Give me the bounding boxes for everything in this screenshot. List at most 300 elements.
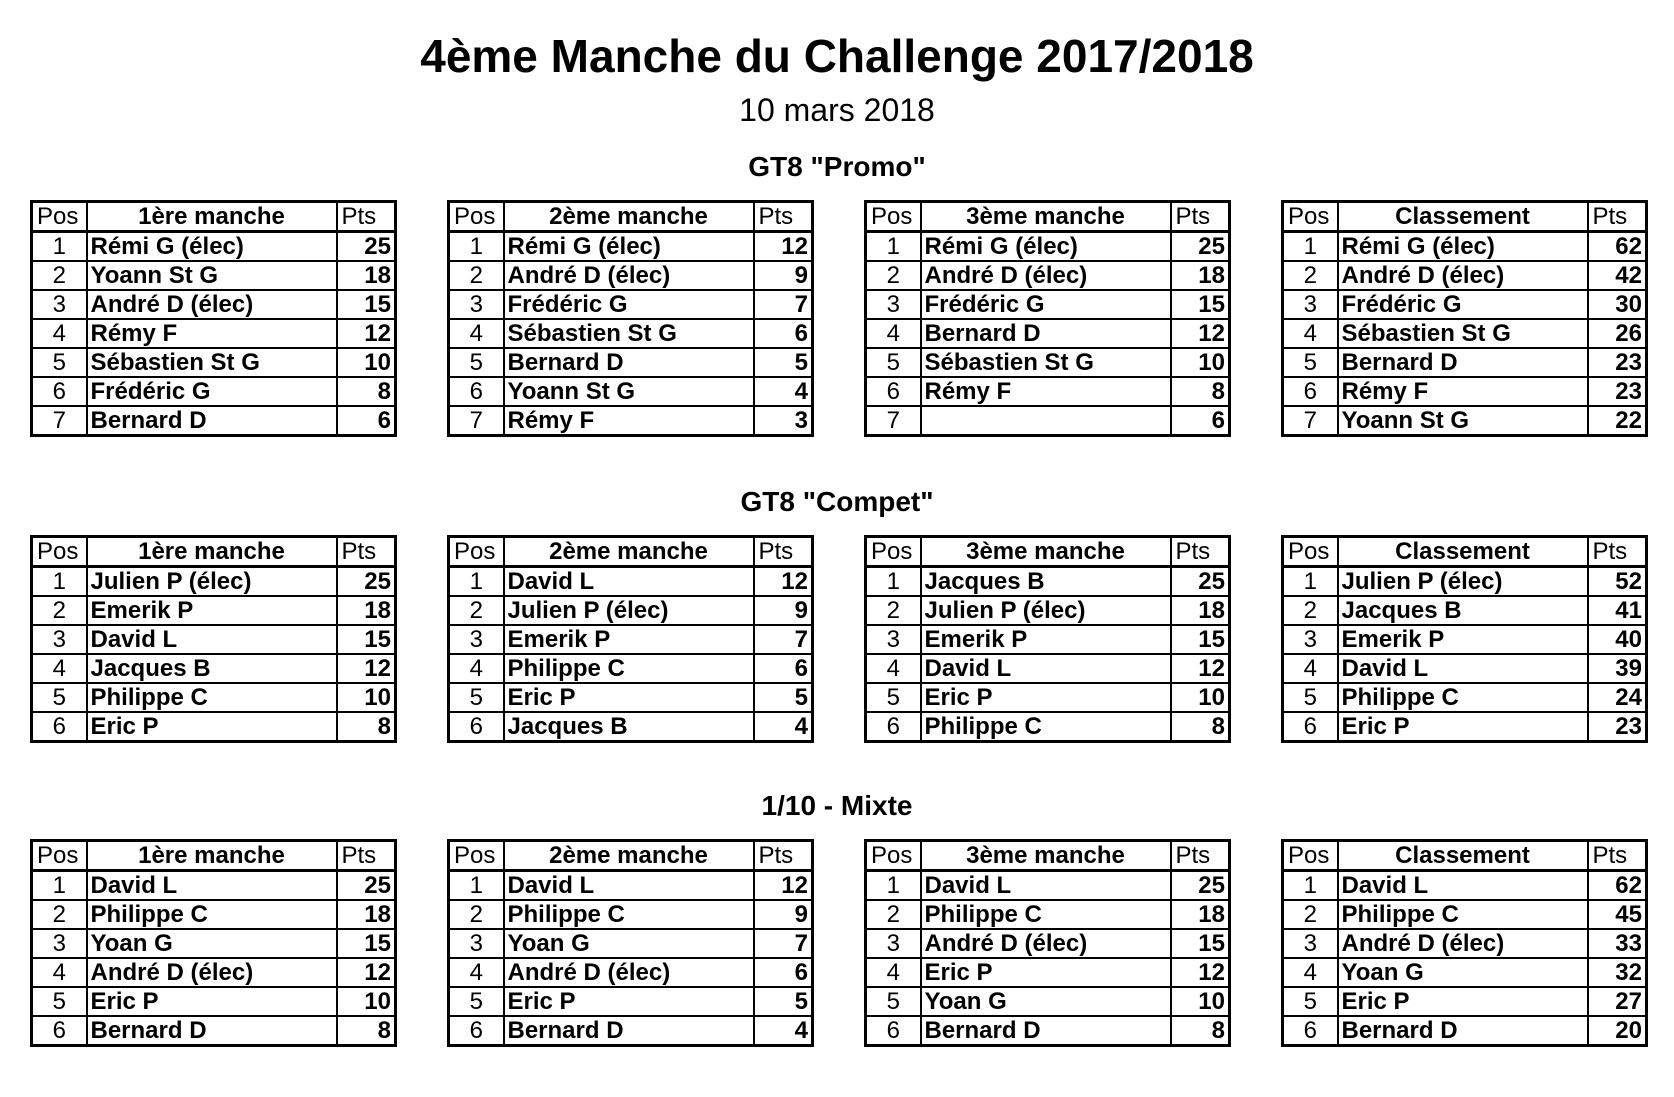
cell-name: Jacques B <box>921 567 1171 597</box>
cell-name: Emerik P <box>1338 625 1588 654</box>
cell-name: Bernard D <box>87 1016 337 1046</box>
header-pos: Pos <box>32 841 87 871</box>
header-pts: Pts <box>1588 202 1647 232</box>
header-row <box>1283 202 1647 232</box>
cell-name: Bernard D <box>921 1016 1171 1046</box>
cell-pts: 6 <box>754 654 813 683</box>
cell-pos: 2 <box>32 900 87 929</box>
table-row <box>32 900 396 929</box>
cell-pos: 1 <box>1283 232 1338 262</box>
cell-pts: 25 <box>337 232 396 262</box>
cell-name: Philippe C <box>1338 900 1588 929</box>
cell-pos: 1 <box>32 232 87 262</box>
table-row <box>1283 1016 1647 1046</box>
cell-pts: 12 <box>1171 654 1230 683</box>
cell-pos: 6 <box>866 712 921 742</box>
cell-pts: 6 <box>337 406 396 436</box>
table-row <box>32 683 396 712</box>
table-row <box>449 929 813 958</box>
table-row <box>449 261 813 290</box>
table-row <box>449 596 813 625</box>
cell-name: Bernard D <box>921 319 1171 348</box>
table-body <box>449 567 813 742</box>
table-row <box>449 900 813 929</box>
cell-pos: 4 <box>1283 654 1338 683</box>
cell-pos: 1 <box>866 232 921 262</box>
table-header <box>1283 537 1647 567</box>
cell-name: Rémy F <box>504 406 754 436</box>
cell-pts: 6 <box>754 319 813 348</box>
header-manche-1: 1ère manche <box>87 841 337 871</box>
table-row <box>32 232 396 262</box>
results-table-manche-2 <box>447 200 814 437</box>
cell-pts: 18 <box>1171 261 1230 290</box>
cell-pts: 10 <box>337 348 396 377</box>
header-pts: Pts <box>337 537 396 567</box>
cell-pts: 15 <box>1171 929 1230 958</box>
table-row <box>866 987 1230 1016</box>
cell-pts: 12 <box>337 654 396 683</box>
cell-pos: 6 <box>449 1016 504 1046</box>
cell-pos: 2 <box>866 900 921 929</box>
table-row <box>866 261 1230 290</box>
cell-pos: 3 <box>1283 929 1338 958</box>
cell-name: Julien P (élec) <box>504 596 754 625</box>
cell-pos: 4 <box>866 654 921 683</box>
cell-pos: 6 <box>1283 377 1338 406</box>
table-row <box>32 319 396 348</box>
header-pts: Pts <box>337 202 396 232</box>
table-header <box>1283 202 1647 232</box>
cell-pts: 32 <box>1588 958 1647 987</box>
header-manche-2: 2ème manche <box>504 841 754 871</box>
header-row <box>866 841 1230 871</box>
cell-pos: 4 <box>32 958 87 987</box>
results-table-manche-3 <box>864 200 1231 437</box>
cell-pos: 6 <box>32 377 87 406</box>
table-row <box>1283 900 1647 929</box>
cell-name: Eric P <box>921 958 1171 987</box>
cell-pos: 1 <box>1283 567 1338 597</box>
table-row <box>1283 712 1647 742</box>
cell-name: Rémy F <box>921 377 1171 406</box>
table-row <box>449 958 813 987</box>
cell-name: Emerik P <box>87 596 337 625</box>
cell-pts: 18 <box>337 596 396 625</box>
cell-pts: 10 <box>1171 987 1230 1016</box>
table-row <box>32 929 396 958</box>
header-pos: Pos <box>32 537 87 567</box>
cell-pos: 4 <box>1283 958 1338 987</box>
cell-pts: 15 <box>337 929 396 958</box>
cell-pos: 3 <box>866 625 921 654</box>
cell-name: Sébastien St G <box>87 348 337 377</box>
table-row <box>32 958 396 987</box>
cell-pts: 12 <box>754 232 813 262</box>
cell-pts: 33 <box>1588 929 1647 958</box>
cell-pos: 3 <box>1283 290 1338 319</box>
cell-pts: 30 <box>1588 290 1647 319</box>
table-row <box>866 406 1230 436</box>
table-row <box>449 987 813 1016</box>
table-row <box>1283 319 1647 348</box>
cell-pos: 4 <box>866 319 921 348</box>
cell-pos: 3 <box>449 625 504 654</box>
cell-pos: 5 <box>449 683 504 712</box>
header-row <box>866 202 1230 232</box>
header-row <box>32 537 396 567</box>
header-manche-3: 3ème manche <box>921 537 1171 567</box>
header-pos: Pos <box>449 841 504 871</box>
cell-name: Eric P <box>504 987 754 1016</box>
cell-pos: 6 <box>449 377 504 406</box>
cell-name: Frédéric G <box>504 290 754 319</box>
header-pos: Pos <box>866 841 921 871</box>
cell-pos: 1 <box>866 871 921 901</box>
cell-pts: 62 <box>1588 871 1647 901</box>
cell-name: Frédéric G <box>1338 290 1588 319</box>
header-classement: Classement <box>1338 841 1588 871</box>
header-manche-2: 2ème manche <box>504 537 754 567</box>
table-row <box>32 654 396 683</box>
results-table-manche-1 <box>30 535 397 743</box>
page-date: 10 mars 2018 <box>739 92 935 128</box>
cell-pts: 6 <box>1171 406 1230 436</box>
table-row <box>866 596 1230 625</box>
cell-pts: 4 <box>754 377 813 406</box>
cell-pts: 25 <box>1171 567 1230 597</box>
cell-pts: 12 <box>1171 319 1230 348</box>
cell-pos: 7 <box>866 406 921 436</box>
cell-pos: 1 <box>1283 871 1338 901</box>
header-pos: Pos <box>449 202 504 232</box>
cell-name: Eric P <box>87 712 337 742</box>
cell-pts: 27 <box>1588 987 1647 1016</box>
cell-pts: 18 <box>1171 900 1230 929</box>
table-row <box>1283 348 1647 377</box>
table-row <box>1283 406 1647 436</box>
cell-pts: 8 <box>1171 712 1230 742</box>
cell-pos: 6 <box>1283 712 1338 742</box>
cell-pts: 6 <box>754 958 813 987</box>
cell-pos: 5 <box>1283 348 1338 377</box>
header-row <box>449 202 813 232</box>
cell-name: Julien P (élec) <box>921 596 1171 625</box>
cell-pts: 45 <box>1588 900 1647 929</box>
header-row <box>32 202 396 232</box>
header-pts: Pts <box>337 841 396 871</box>
table-row <box>866 625 1230 654</box>
cell-pts: 15 <box>1171 625 1230 654</box>
header-pts: Pts <box>1588 841 1647 871</box>
cell-name: Yoan G <box>1338 958 1588 987</box>
cell-pos: 5 <box>1283 683 1338 712</box>
table-row <box>1283 987 1647 1016</box>
table-row <box>32 348 396 377</box>
cell-name: Rémi G (élec) <box>921 232 1171 262</box>
cell-name: Rémi G (élec) <box>1338 232 1588 262</box>
cell-pts: 12 <box>337 958 396 987</box>
table-header <box>32 841 396 871</box>
table-body <box>866 567 1230 742</box>
table-body <box>866 232 1230 436</box>
cell-name: Eric P <box>921 683 1171 712</box>
cell-name: David L <box>504 567 754 597</box>
results-table-manche-3 <box>864 839 1231 1047</box>
cell-name: Philippe C <box>87 900 337 929</box>
table-row <box>866 377 1230 406</box>
cell-pos: 3 <box>866 290 921 319</box>
table-body <box>449 871 813 1046</box>
cell-pts: 26 <box>1588 319 1647 348</box>
table-body <box>449 232 813 436</box>
cell-name: Sébastien St G <box>504 319 754 348</box>
cell-pts: 10 <box>337 987 396 1016</box>
cell-pts: 5 <box>754 683 813 712</box>
table-row <box>1283 929 1647 958</box>
cell-pts: 5 <box>754 348 813 377</box>
cell-pts: 8 <box>1171 1016 1230 1046</box>
table-body <box>866 871 1230 1046</box>
cell-pos: 4 <box>32 319 87 348</box>
results-table-manche-1 <box>30 200 397 437</box>
cell-pos: 5 <box>866 683 921 712</box>
results-table-manche-2 <box>447 839 814 1047</box>
cell-pos: 2 <box>32 261 87 290</box>
table-row <box>866 232 1230 262</box>
cell-pts: 8 <box>337 1016 396 1046</box>
header-classement: Classement <box>1338 537 1588 567</box>
cell-name: David L <box>87 871 337 901</box>
table-row <box>32 290 396 319</box>
table-row <box>449 348 813 377</box>
table-row <box>866 348 1230 377</box>
cell-name: David L <box>87 625 337 654</box>
cell-pos: 3 <box>449 290 504 319</box>
header-row <box>449 841 813 871</box>
cell-pos: 2 <box>866 596 921 625</box>
table-row <box>866 929 1230 958</box>
table-row <box>32 377 396 406</box>
cell-pts: 23 <box>1588 712 1647 742</box>
cell-name: André D (élec) <box>1338 929 1588 958</box>
section-title-mixte: 1/10 - Mixte <box>761 790 913 821</box>
table-row <box>449 712 813 742</box>
header-pos: Pos <box>866 202 921 232</box>
table-row <box>866 319 1230 348</box>
cell-name: Bernard D <box>504 348 754 377</box>
table-row <box>449 377 813 406</box>
cell-name: Jacques B <box>87 654 337 683</box>
cell-pts: 23 <box>1588 377 1647 406</box>
table-row <box>449 654 813 683</box>
header-pos: Pos <box>1283 841 1338 871</box>
table-row <box>449 683 813 712</box>
cell-pos: 6 <box>32 1016 87 1046</box>
header-pos: Pos <box>1283 537 1338 567</box>
cell-pts: 8 <box>1171 377 1230 406</box>
header-pts: Pts <box>1171 841 1230 871</box>
cell-pos: 6 <box>32 712 87 742</box>
table-row <box>32 625 396 654</box>
table-header <box>449 841 813 871</box>
cell-pos: 5 <box>866 348 921 377</box>
cell-name: Yoan G <box>87 929 337 958</box>
header-pts: Pts <box>1588 537 1647 567</box>
table-body <box>32 871 396 1046</box>
results-table-classement <box>1281 535 1648 743</box>
table-row <box>449 1016 813 1046</box>
cell-name: André D (élec) <box>87 958 337 987</box>
cell-name: David L <box>921 871 1171 901</box>
cell-pts: 62 <box>1588 232 1647 262</box>
table-row <box>1283 596 1647 625</box>
cell-pts: 7 <box>754 929 813 958</box>
cell-name: Eric P <box>1338 987 1588 1016</box>
cell-pos: 1 <box>866 567 921 597</box>
cell-pos: 1 <box>449 232 504 262</box>
cell-pos: 3 <box>866 929 921 958</box>
table-row <box>1283 625 1647 654</box>
table-row <box>1283 567 1647 597</box>
cell-pos: 1 <box>32 567 87 597</box>
cell-pos: 4 <box>449 319 504 348</box>
cell-pts: 12 <box>754 871 813 901</box>
cell-pts: 10 <box>337 683 396 712</box>
results-table-manche-2 <box>447 535 814 743</box>
cell-pts: 24 <box>1588 683 1647 712</box>
cell-pts: 39 <box>1588 654 1647 683</box>
header-pts: Pts <box>754 537 813 567</box>
table-row <box>449 625 813 654</box>
table-row <box>32 871 396 901</box>
cell-pos: 2 <box>1283 596 1338 625</box>
cell-pts: 7 <box>754 625 813 654</box>
table-row <box>32 567 396 597</box>
cell-pts: 10 <box>1171 683 1230 712</box>
cell-pos: 3 <box>1283 625 1338 654</box>
cell-name: David L <box>1338 654 1588 683</box>
header-pts: Pts <box>754 841 813 871</box>
header-pts: Pts <box>1171 202 1230 232</box>
cell-pts: 12 <box>754 567 813 597</box>
table-row <box>866 654 1230 683</box>
cell-pts: 15 <box>1171 290 1230 319</box>
table-row <box>866 683 1230 712</box>
header-row <box>32 841 396 871</box>
cell-pts: 18 <box>337 261 396 290</box>
cell-name: Rémi G (élec) <box>504 232 754 262</box>
table-body <box>32 567 396 742</box>
cell-name: Yoann St G <box>1338 406 1588 436</box>
cell-name: Rémy F <box>87 319 337 348</box>
section-title-gt8-promo: GT8 "Promo" <box>748 151 926 182</box>
table-row <box>1283 261 1647 290</box>
table-row <box>1283 290 1647 319</box>
cell-pts: 20 <box>1588 1016 1647 1046</box>
page-title: 4ème Manche du Challenge 2017/2018 <box>420 30 1254 82</box>
cell-pts: 9 <box>754 900 813 929</box>
cell-pts: 8 <box>337 712 396 742</box>
header-pos: Pos <box>32 202 87 232</box>
cell-pos: 6 <box>866 377 921 406</box>
cell-name: David L <box>504 871 754 901</box>
cell-name: André D (élec) <box>87 290 337 319</box>
header-manche-2: 2ème manche <box>504 202 754 232</box>
cell-pts: 15 <box>337 290 396 319</box>
cell-pts: 9 <box>754 596 813 625</box>
cell-name: Eric P <box>1338 712 1588 742</box>
cell-pos: 6 <box>1283 1016 1338 1046</box>
table-header <box>1283 841 1647 871</box>
header-row <box>866 537 1230 567</box>
table-row <box>866 958 1230 987</box>
cell-name: André D (élec) <box>504 958 754 987</box>
cell-pts: 22 <box>1588 406 1647 436</box>
cell-name: Philippe C <box>921 900 1171 929</box>
header-pos: Pos <box>866 537 921 567</box>
cell-pos: 3 <box>449 929 504 958</box>
cell-name: Sébastien St G <box>1338 319 1588 348</box>
cell-pts: 3 <box>754 406 813 436</box>
cell-pts: 25 <box>337 871 396 901</box>
cell-pos: 7 <box>1283 406 1338 436</box>
header-row <box>1283 841 1647 871</box>
table-row <box>1283 232 1647 262</box>
header-manche-1: 1ère manche <box>87 537 337 567</box>
cell-pts: 12 <box>337 319 396 348</box>
cell-name: Eric P <box>504 683 754 712</box>
cell-pts: 41 <box>1588 596 1647 625</box>
cell-name: Frédéric G <box>87 377 337 406</box>
table-header <box>866 537 1230 567</box>
table-header <box>449 202 813 232</box>
table-row <box>449 319 813 348</box>
cell-pts: 12 <box>1171 958 1230 987</box>
cell-name: Philippe C <box>87 683 337 712</box>
cell-name: David L <box>921 654 1171 683</box>
table-row <box>866 290 1230 319</box>
cell-pos: 5 <box>32 348 87 377</box>
cell-name: Frédéric G <box>921 290 1171 319</box>
table-row <box>32 1016 396 1046</box>
cell-pts: 18 <box>337 900 396 929</box>
cell-name: Emerik P <box>921 625 1171 654</box>
cell-pts: 18 <box>1171 596 1230 625</box>
cell-pos: 4 <box>449 654 504 683</box>
cell-pos: 5 <box>32 683 87 712</box>
cell-pos: 2 <box>449 900 504 929</box>
cell-pts: 7 <box>754 290 813 319</box>
header-row <box>449 537 813 567</box>
cell-pos: 7 <box>449 406 504 436</box>
cell-name: Philippe C <box>921 712 1171 742</box>
cell-pos: 5 <box>449 348 504 377</box>
results-table-classement <box>1281 839 1648 1047</box>
cell-name: Rémy F <box>1338 377 1588 406</box>
table-header <box>32 202 396 232</box>
cell-pos: 6 <box>866 1016 921 1046</box>
cell-pts: 40 <box>1588 625 1647 654</box>
table-row <box>1283 654 1647 683</box>
cell-pos: 2 <box>1283 261 1338 290</box>
cell-pts: 23 <box>1588 348 1647 377</box>
cell-name: André D (élec) <box>504 261 754 290</box>
cell-name: Yoan G <box>921 987 1171 1016</box>
cell-name: Bernard D <box>87 406 337 436</box>
table-row <box>32 987 396 1016</box>
cell-pos: 2 <box>449 596 504 625</box>
